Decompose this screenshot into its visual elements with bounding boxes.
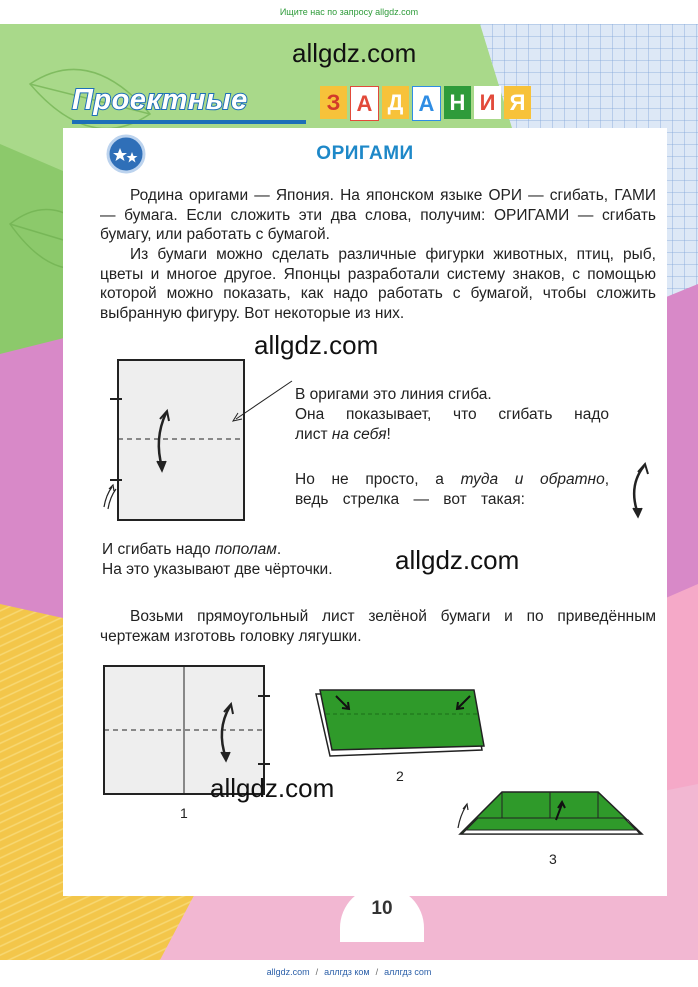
green-paper xyxy=(320,690,484,750)
paper-sheet xyxy=(118,360,244,520)
fold-line-text-1: В оригами это линия сгиба. xyxy=(295,386,492,403)
tasks-letter: А xyxy=(412,86,441,121)
footer-link[interactable]: аллгдз ком xyxy=(324,967,370,977)
top-note: Ищите нас по запросу allgdz.com xyxy=(0,0,698,24)
arrow-text-2: ведь стрелка — вот такая: xyxy=(295,491,525,508)
step-number: 1 xyxy=(180,805,188,821)
double-arrow-icon xyxy=(624,460,654,520)
page-number: 10 xyxy=(371,898,393,919)
watermark: allgdz.com xyxy=(210,773,335,803)
footer-separator: / xyxy=(315,967,319,977)
tasks-letter: Н xyxy=(444,86,471,119)
fold-line-text-2: Она показывает, что сгибать надо xyxy=(295,406,609,423)
fold-diagram xyxy=(96,355,301,527)
tasks-letter: Я xyxy=(504,86,531,119)
tasks-letter: И xyxy=(474,86,501,119)
corner-mark-icon xyxy=(458,804,468,828)
step-number: 3 xyxy=(549,851,557,867)
tasks-letter: А xyxy=(350,86,379,121)
arrow-text-1: Но не просто, а туда и обратно, xyxy=(295,471,609,488)
footer-link[interactable]: аллгдз com xyxy=(384,967,432,977)
footer-separator: / xyxy=(375,967,379,977)
tasks-letter: Д xyxy=(382,86,409,119)
header-title: Проектные xyxy=(72,84,248,116)
half-text-2: На это указывают две чёрточки. xyxy=(102,561,333,578)
fold-line-text-3: лист на себя! xyxy=(295,426,391,443)
tasks-word xyxy=(320,86,531,122)
paragraph-symbols: Из бумаги можно сделать различные фигурки животных, птиц, рыб, цветы и многое другое. Японцы разработали систему знаков, с помощью которой можно показать, как надо работать с бумагой, чтобы сложить выбранную фигуру. Вот некоторые из них. xyxy=(100,246,656,322)
paragraph-intro: Родина оригами — Япония. На японском языке ОРИ — сгибать, ГАМИ — бумага. Если сложить эти два слова, получим: ОРИГАМИ — сгибать бумагу, или работать с бумагой. xyxy=(100,187,656,244)
task-text: Возьми прямоугольный лист зелёной бумаги и по приведённым чертежам изготовь головку лягушки. xyxy=(100,608,656,645)
watermark: allgdz.com xyxy=(254,330,379,360)
footer-links xyxy=(0,960,698,987)
half-text-1: И сгибать надо пополам. xyxy=(102,541,282,558)
tasks-letter: З xyxy=(320,86,347,119)
step-3-diagram xyxy=(452,778,648,844)
section-title: ОРИГАМИ xyxy=(316,143,414,164)
header-underline xyxy=(72,120,306,124)
step-number: 2 xyxy=(396,768,404,784)
watermark: allgdz.com xyxy=(395,545,520,575)
step-2-diagram xyxy=(312,684,492,764)
footer-link[interactable]: allgdz.com xyxy=(266,967,310,977)
watermark: allgdz.com xyxy=(292,38,417,68)
